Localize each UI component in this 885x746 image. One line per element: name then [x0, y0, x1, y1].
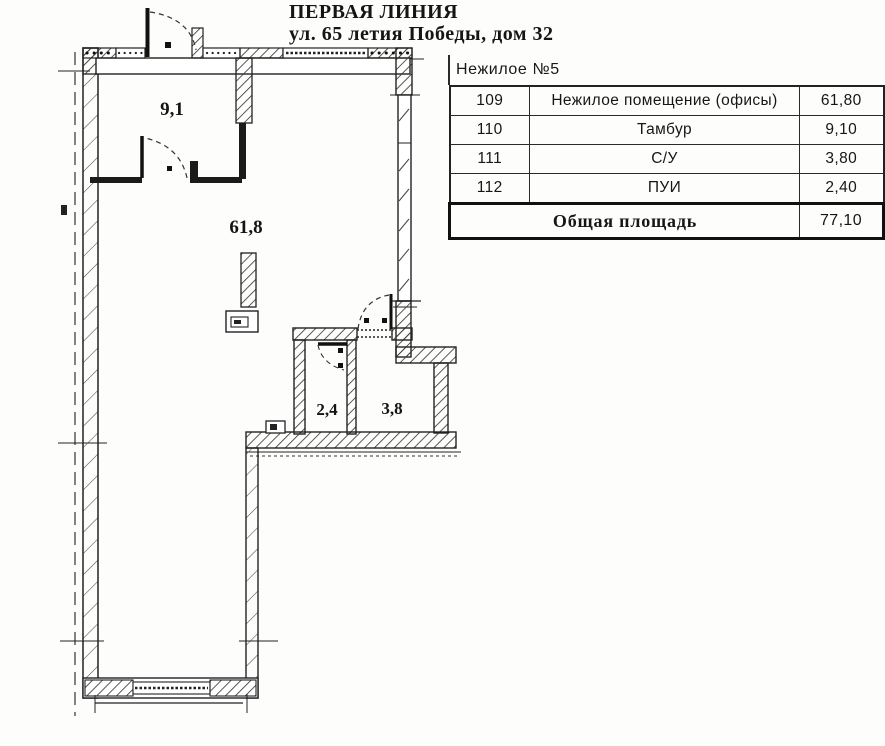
cell-room-name: Нежилое помещение (офисы) [530, 86, 800, 116]
total-label: Общая площадь [450, 204, 800, 239]
cell-room-name: Тамбур [530, 116, 800, 145]
cell-room-number: 112 [450, 174, 530, 204]
table-row [450, 174, 884, 204]
top-window-band [83, 28, 412, 58]
cell-room-area: 61,80 [800, 86, 884, 116]
complex-name: ПЕРВАЯ ЛИНИЯ [289, 1, 459, 23]
area-table [448, 55, 884, 240]
structural-column [241, 253, 256, 307]
cell-room-name: ПУИ [530, 174, 800, 204]
right-wall-glazing [390, 48, 424, 357]
cell-room-number: 109 [450, 86, 530, 116]
entrance-door [148, 8, 197, 57]
room-label-pui: 2,4 [316, 400, 338, 419]
cell-room-number: 111 [450, 145, 530, 174]
door-hinge-mark [364, 318, 369, 323]
tambur-partitions [90, 58, 252, 183]
bathroom-block-walls [246, 328, 461, 456]
bottom-wall-window [83, 678, 258, 703]
door-hinge-mark [338, 348, 343, 353]
door-hinge-mark [165, 42, 171, 48]
total-row [450, 204, 884, 239]
lower-right-wall [246, 448, 258, 698]
table-row [450, 116, 884, 145]
cell-room-number: 110 [450, 116, 530, 145]
areas-table [448, 85, 885, 240]
room-label-su: 3,8 [381, 399, 403, 418]
room-label-tambur: 9,1 [160, 99, 184, 120]
door-hinge-mark [338, 363, 343, 368]
door-hinge-mark [382, 318, 387, 323]
room-label-office: 61,8 [229, 217, 263, 238]
table-row [450, 86, 884, 116]
cell-room-area: 3,80 [800, 145, 884, 174]
tambur-door-swing [142, 136, 187, 178]
cell-room-name: С/У [530, 145, 800, 174]
facade-dashed-line [61, 52, 75, 716]
electrical-panel-symbol [226, 311, 258, 332]
address-line: ул. 65 летия Победы, дом 32 [289, 23, 554, 45]
su-door-swing [358, 294, 391, 329]
total-area-value: 77,10 [800, 204, 884, 239]
door-hinge-mark [167, 166, 172, 171]
table-row [450, 145, 884, 174]
pui-door-swing [318, 344, 347, 370]
table-title: Нежилое №5 [448, 55, 884, 85]
cell-room-area: 2,40 [800, 174, 884, 204]
cell-room-area: 9,10 [800, 116, 884, 145]
